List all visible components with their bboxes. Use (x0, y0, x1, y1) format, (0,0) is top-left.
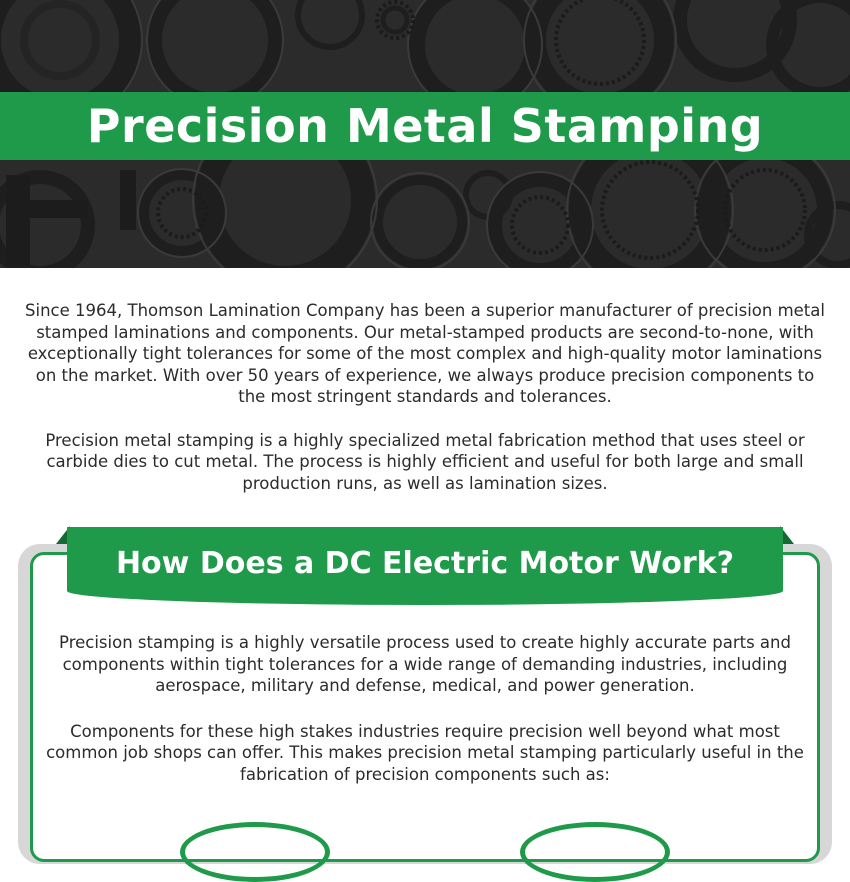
intro-paragraph-2: Precision metal stamping is a highly specialized metal fabrication method that uses steel or carbide dies to cut metal. The process is highly efficient and useful for both large and small production runs, as well as lamination sizes. (45, 430, 805, 493)
component-icon-circle-right (520, 822, 670, 882)
section-body (44, 632, 806, 785)
hero-banner (0, 0, 850, 268)
component-icon-circle-left (180, 822, 330, 882)
title-band (0, 92, 850, 160)
section-heading-ribbon (67, 527, 783, 605)
page-title: Precision Metal Stamping (86, 99, 764, 153)
intro-paragraph-1: Since 1964, Thomson Lamination Company has been a superior manufacturer of precision metal stamped laminations and components. Our metal-stamped products are second-to-none, with exceptionally tight tolerances for some of the most complex and high-quality motor laminations on the market. With over 50 years of experience, we always produce precision components to the most stringent standards and tolerances. (25, 301, 825, 406)
section-paragraph-2: Components for these high stakes industries require precision well beyond what most common job shops can offer. This makes precision metal stamping particularly useful in the fabrication of precision components such as: (46, 721, 804, 784)
section-paragraph-1: Precision stamping is a highly versatile process used to create highly accurate parts and components within tight tolerances for a wide range of demanding industries, including aerospace, military and defense, medical, and power generation. (59, 633, 791, 695)
section-heading: How Does a DC Electric Motor Work? (115, 545, 735, 581)
intro-section (20, 300, 830, 494)
